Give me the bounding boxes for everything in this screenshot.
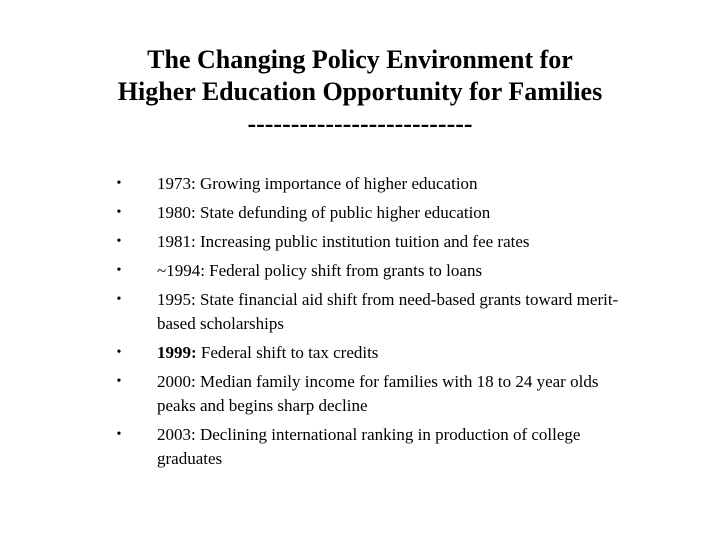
bullet-icon: • [116, 205, 122, 220]
list-item-text: : Growing importance of higher education [191, 174, 478, 193]
list-item-year: 1973 [157, 174, 191, 193]
list-item-text: : Increasing public institution tuition and fee rates [191, 232, 530, 251]
list-item [113, 288, 633, 336]
list-item-text: : State defunding of public higher education [191, 203, 491, 222]
bullet-icon: • [116, 427, 122, 442]
list-item-year: 1999: [157, 343, 197, 362]
list-item-text: : State financial aid shift from need-based grants toward merit-based scholarships [157, 290, 619, 333]
list-item [113, 201, 633, 225]
list-item [113, 172, 633, 196]
list-item [113, 370, 633, 418]
list-item-year: 2000 [157, 372, 191, 391]
list-item-year: 2003 [157, 425, 191, 444]
list-item-text: Federal shift to tax credits [196, 343, 379, 362]
list-item-year: ~1994 [157, 261, 201, 280]
list-item-text: : Declining international ranking in production of college graduates [157, 425, 581, 468]
bullet-icon: • [116, 263, 122, 278]
list-item [113, 423, 633, 471]
list-item [113, 230, 633, 254]
bullet-icon: • [116, 374, 122, 389]
list-item-text: : Federal policy shift from grants to loans [200, 261, 483, 280]
bullet-icon: • [116, 176, 122, 191]
list-item [113, 259, 633, 283]
bullet-list [113, 172, 633, 476]
list-item-year: 1995 [157, 290, 191, 309]
bullet-icon: • [116, 292, 122, 307]
list-item-year: 1981 [157, 232, 191, 251]
bullet-icon: • [116, 345, 122, 360]
title-divider: -------------------------- [247, 109, 473, 138]
slide-title [0, 44, 720, 140]
title-line-1: The Changing Policy Environment for [147, 45, 573, 74]
list-item [113, 341, 633, 365]
list-item-year: 1980 [157, 203, 191, 222]
list-item-text: : Median family income for families with 18 to 24 year olds peaks and begins sharp decline [157, 372, 599, 415]
title-line-2: Higher Education Opportunity for Families [117, 77, 603, 106]
bullet-icon: • [116, 234, 122, 249]
